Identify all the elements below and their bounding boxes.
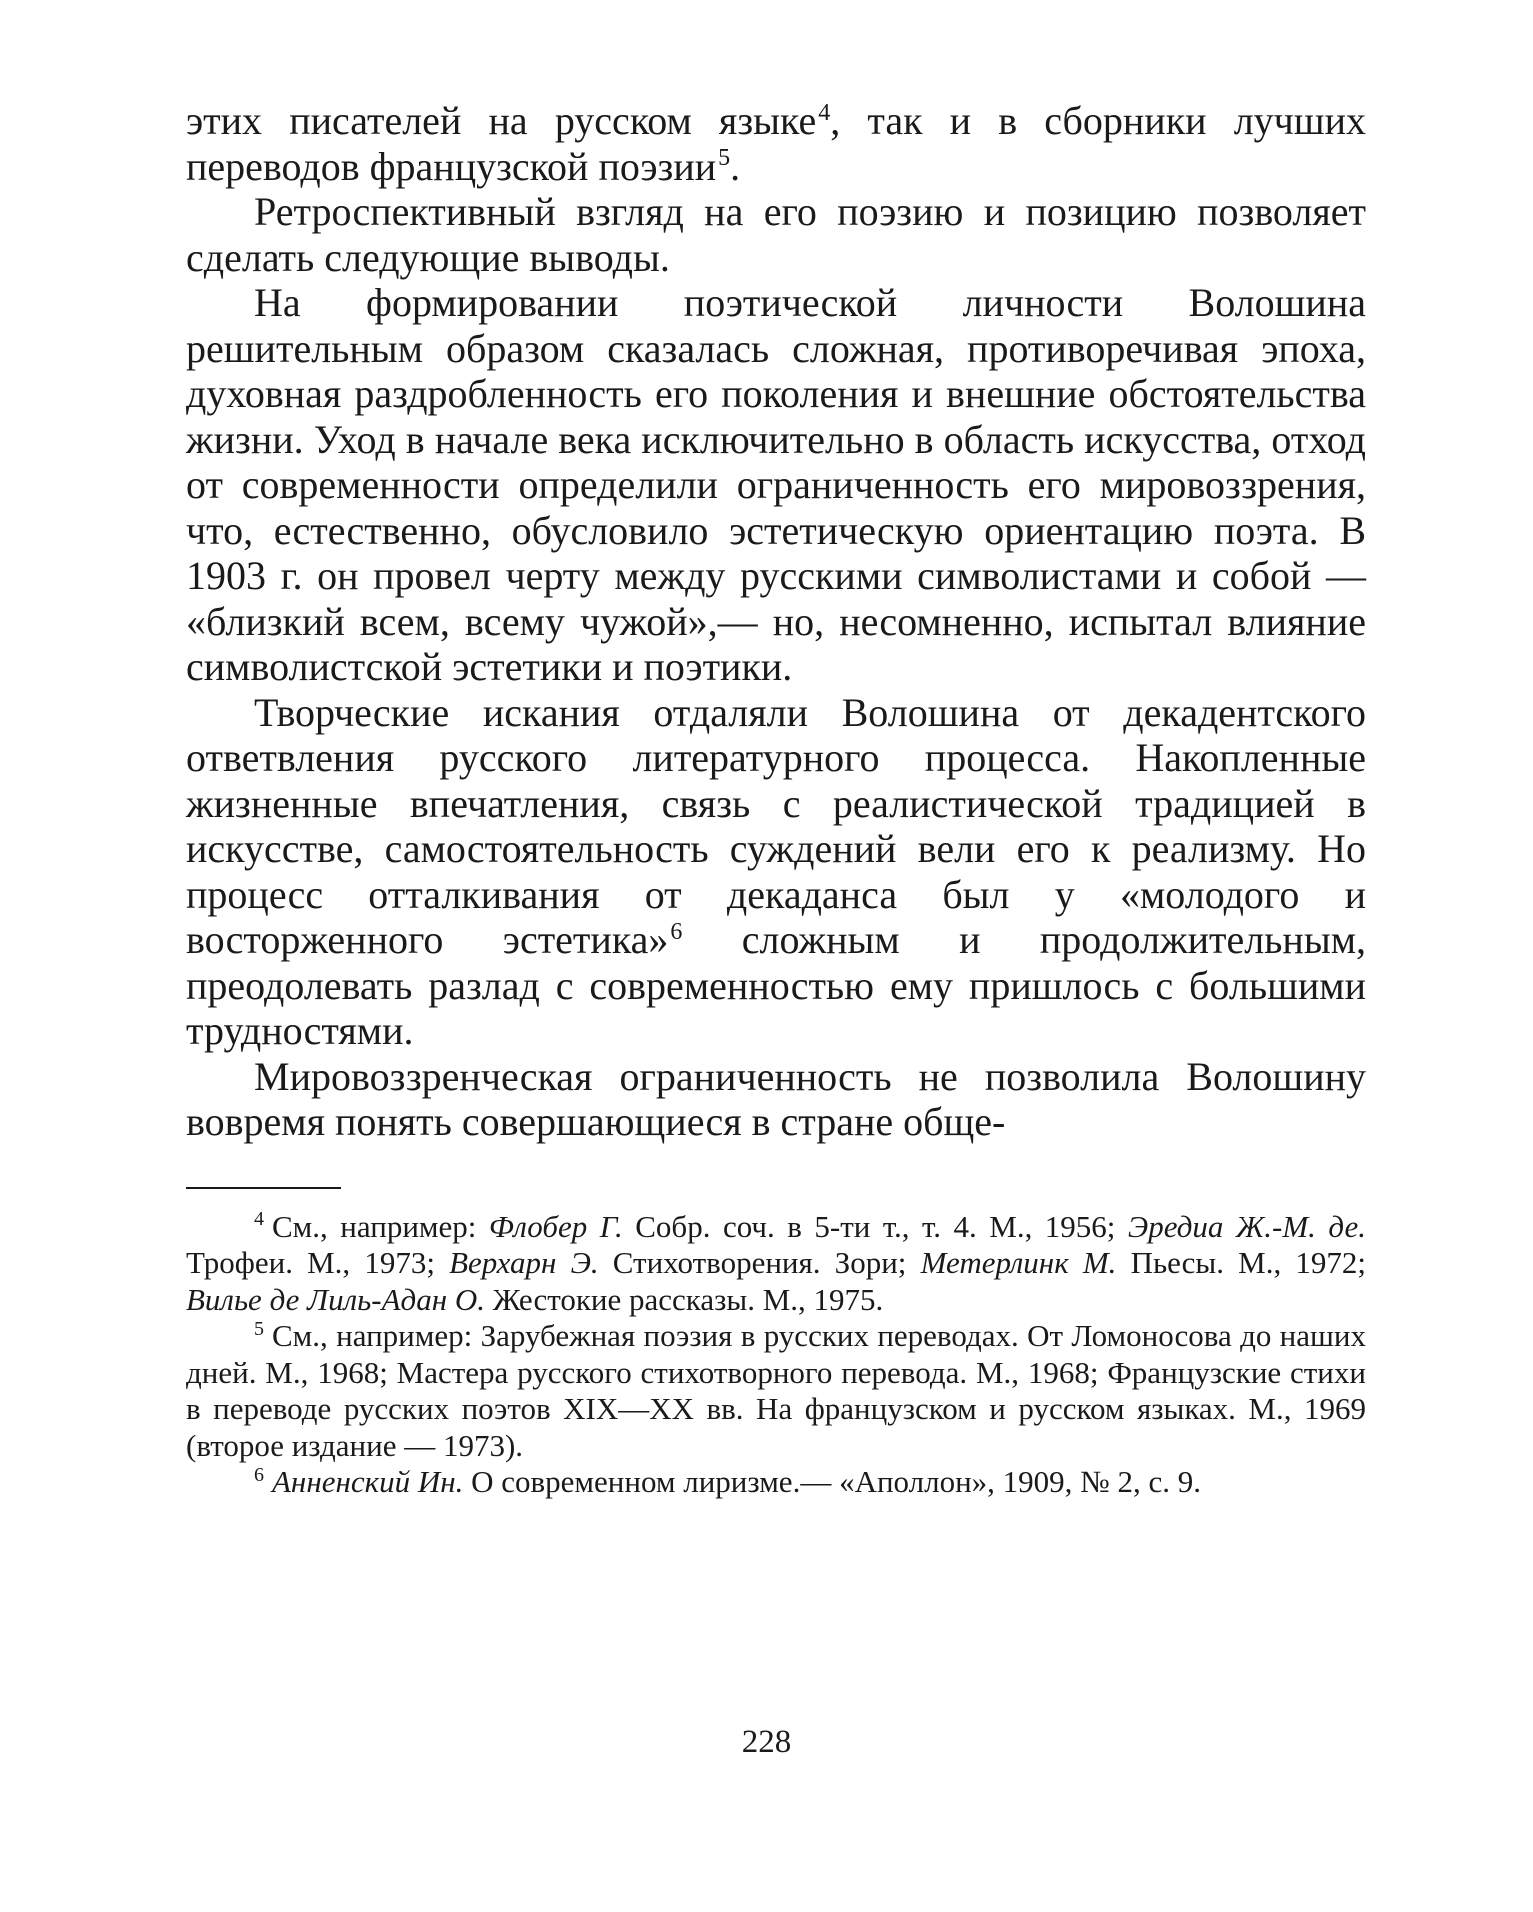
footnote-4-text: См., например: <box>272 1208 489 1244</box>
paragraph-4 <box>186 690 1366 1054</box>
footnote-4-author: Вилье де Лиль-Адан О. <box>186 1281 485 1317</box>
footnote-4-text: Трофеи. М., 1973; <box>186 1245 450 1280</box>
footnote-5-number: 5 <box>254 1317 264 1340</box>
paragraph-4-text-b: сложным и продолжительным, преодолевать разлад с современностью ему пришлось с большими трудностями. <box>186 917 1366 1053</box>
footnote-4-author: Метерлинк М. <box>920 1245 1117 1280</box>
footnote-4-text: Собр. соч. в 5-ти т., т. 4. М., 1956; <box>622 1208 1128 1244</box>
footnote-ref-4: 4 <box>818 99 831 126</box>
footnote-divider <box>186 1187 341 1189</box>
footnote-4-text: Пьесы. М., 1972; <box>1116 1245 1366 1280</box>
footnote-4-author: Верхарн Э. <box>449 1245 599 1280</box>
footnote-ref-6: 6 <box>670 918 683 945</box>
footnote-4-text: Жестокие рассказы. М., 1975. <box>484 1281 884 1317</box>
footnote-6-number: 6 <box>254 1463 264 1486</box>
footnote-4-author: Флобер Г. <box>488 1208 623 1244</box>
footnote-6 <box>186 1464 1366 1501</box>
footnote-4-text: Стихотворения. Зори; <box>598 1245 921 1280</box>
paragraph-5: Мировоззренческая ограниченность не позволила Волошину вовремя понять совершающиеся в стране обще- <box>186 1053 1366 1144</box>
paragraph-3: На формировании поэтической личности Волошина решительным образом сказалась сложная, противоречивая эпоха, духовная раздробленность его поколения и внешние обстоятельства жизни. Уход в начале века исключительно в область искусства, отход от современности определили ограниченность его мировоззрения, что, естественно, обусловило эстетическую ориентацию поэта. В 1903 г. он провел черту между русскими символистами и собой — «близкий всем, всему чужой»,— но, несомненно, испытал влияние символистской эстетики и поэтики. <box>186 280 1366 689</box>
footnote-5 <box>186 1318 1366 1464</box>
main-text <box>186 98 1366 1145</box>
paragraph-1-text-b: , так и в сборники лучших переводов французской поэзии <box>186 98 1366 189</box>
footnote-6-text: О современном лиризме.— «Аполлон», 1909, № 2, с. 9. <box>463 1464 1202 1499</box>
paragraph-1 <box>186 98 1366 189</box>
footnote-4 <box>186 1209 1366 1319</box>
footnote-ref-5: 5 <box>718 145 731 172</box>
paragraph-4-text-a: Творческие искания отдаляли Волошина от декадентского ответвления русского литературного процесса. Накопленные жизненные впечатления, связь с реалистической традицией в искусстве, самостоятельность суждений вели его к реализму. Но процесс отталкивания от декаданса был у «молодого и восторженного эстетика» <box>186 689 1366 962</box>
footnote-4-author: Эредиа Ж.-М. де. <box>1127 1208 1366 1244</box>
footnote-4-number: 4 <box>254 1208 264 1231</box>
footnote-5-text: См., например: Зарубежная поэзия в русских переводах. От Ломоносова до наших дней. М., 1968; Мастера русского стихотворного перевода. М., 1968; Французские стихи в переводе русских поэтов XIX—XX вв. На французском и русском языках. М., 1969 (второе издание — 1973). <box>186 1318 1366 1463</box>
footnote-6-author: Анненский Ин. <box>272 1464 464 1499</box>
footnotes <box>186 1209 1366 1501</box>
book-page <box>186 98 1366 1501</box>
paragraph-2: Ретроспективный взгляд на его поэзию и позицию позволяет сделать следующие выводы. <box>186 189 1366 280</box>
paragraph-1-text-a: этих писателей на русском языке <box>186 98 817 143</box>
page-number: 228 <box>741 1724 792 1760</box>
paragraph-1-text-c: . <box>730 143 741 189</box>
